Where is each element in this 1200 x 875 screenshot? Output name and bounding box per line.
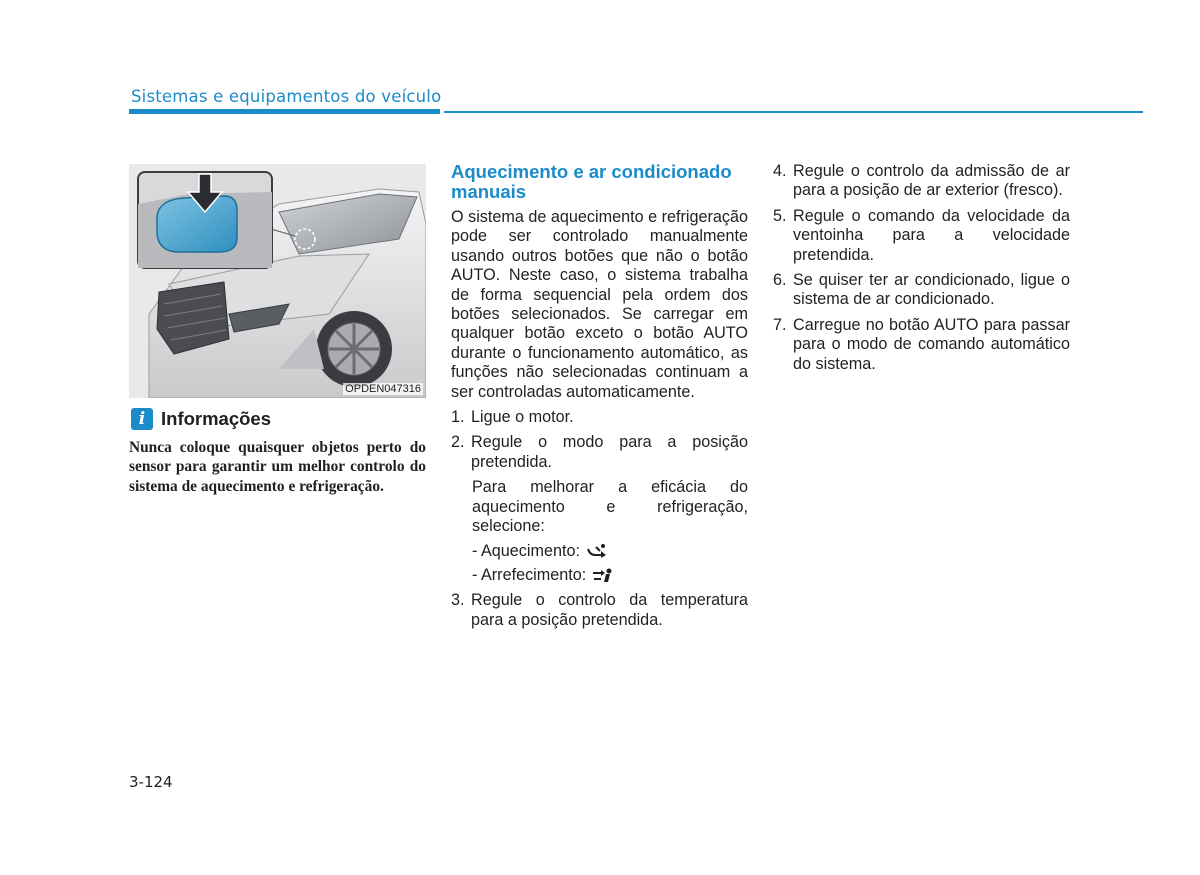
step-number: 2.: [451, 433, 465, 452]
step-7: [773, 316, 1070, 374]
step-text: Regule o controlo da temperatura para a posição pretendida.: [471, 591, 748, 629]
figure-code: OPDEN047316: [345, 383, 421, 395]
step-5: [773, 207, 1070, 265]
step-text: Carregue no botão AUTO para passar para o modo de comando automático do sistema.: [793, 315, 1070, 373]
step-6: [773, 271, 1070, 310]
step-3: [451, 591, 748, 630]
step-number: 3.: [451, 591, 465, 610]
section-intro: O sistema de aquecimento e refrigeração pode ser controlado manualmente usando outros botões que não o botão AUTO. Neste caso, o sistema trabalha de forma sequencial pela ordem dos botões selecionados. Se carregar em qualquer botão exceto o botão AUTO durante o funcionamento automático, as funções não selecionadas continuam a ser controladas automaticamente.: [451, 208, 748, 401]
car-illustration-svg: [129, 164, 426, 398]
column-middle: [451, 162, 748, 630]
info-box-header: [131, 408, 271, 430]
floor-mode-icon: [586, 543, 608, 559]
info-icon: i: [131, 408, 153, 430]
heating-option: [472, 542, 748, 561]
info-title: Informações: [161, 408, 272, 429]
step-number: 5.: [773, 206, 787, 225]
page-number: 3-124: [129, 773, 173, 791]
step-2-note: Para melhorar a eficácia do aquecimento e refrigeração, selecione:: [472, 478, 748, 536]
face-mode-icon: [592, 568, 614, 584]
car-sensor-illustration: [129, 164, 426, 398]
step-4: [773, 162, 1070, 201]
step-number: 7.: [773, 315, 787, 334]
step-text: Regule o comando da velocidade da ventoinha para a velocidade pretendida.: [793, 206, 1070, 264]
header-rule-thin: [444, 111, 1143, 113]
step-number: 4.: [773, 162, 787, 180]
cooling-label: - Arrefecimento:: [472, 565, 587, 584]
section-title: Aquecimento e ar condicionado manuais: [451, 161, 732, 202]
step-text: Regule o controlo da admissão de ar para a posição de ar exterior (fresco).: [793, 162, 1070, 200]
chapter-title: Sistemas e equipamentos do veículo: [131, 87, 442, 106]
cooling-option: [472, 566, 748, 585]
step-number: 1.: [451, 408, 465, 427]
step-text: Ligue o motor.: [471, 408, 574, 427]
heating-label: - Aquecimento:: [472, 541, 580, 560]
step-1: [451, 408, 748, 427]
step-text: Regule o modo para a posição pretendida.: [471, 433, 748, 471]
step-number: 6.: [773, 271, 787, 290]
column-right: [773, 162, 1070, 374]
header-rule-thick: [129, 109, 440, 114]
step-text: Se quiser ter ar condicionado, ligue o sistema de ar condicionado.: [793, 271, 1070, 309]
info-text: Nunca coloque quaisquer objetos perto do sensor para garantir um melhor controlo do sistema de aquecimento e refrigeração.: [129, 439, 426, 495]
step-2: [451, 433, 748, 472]
